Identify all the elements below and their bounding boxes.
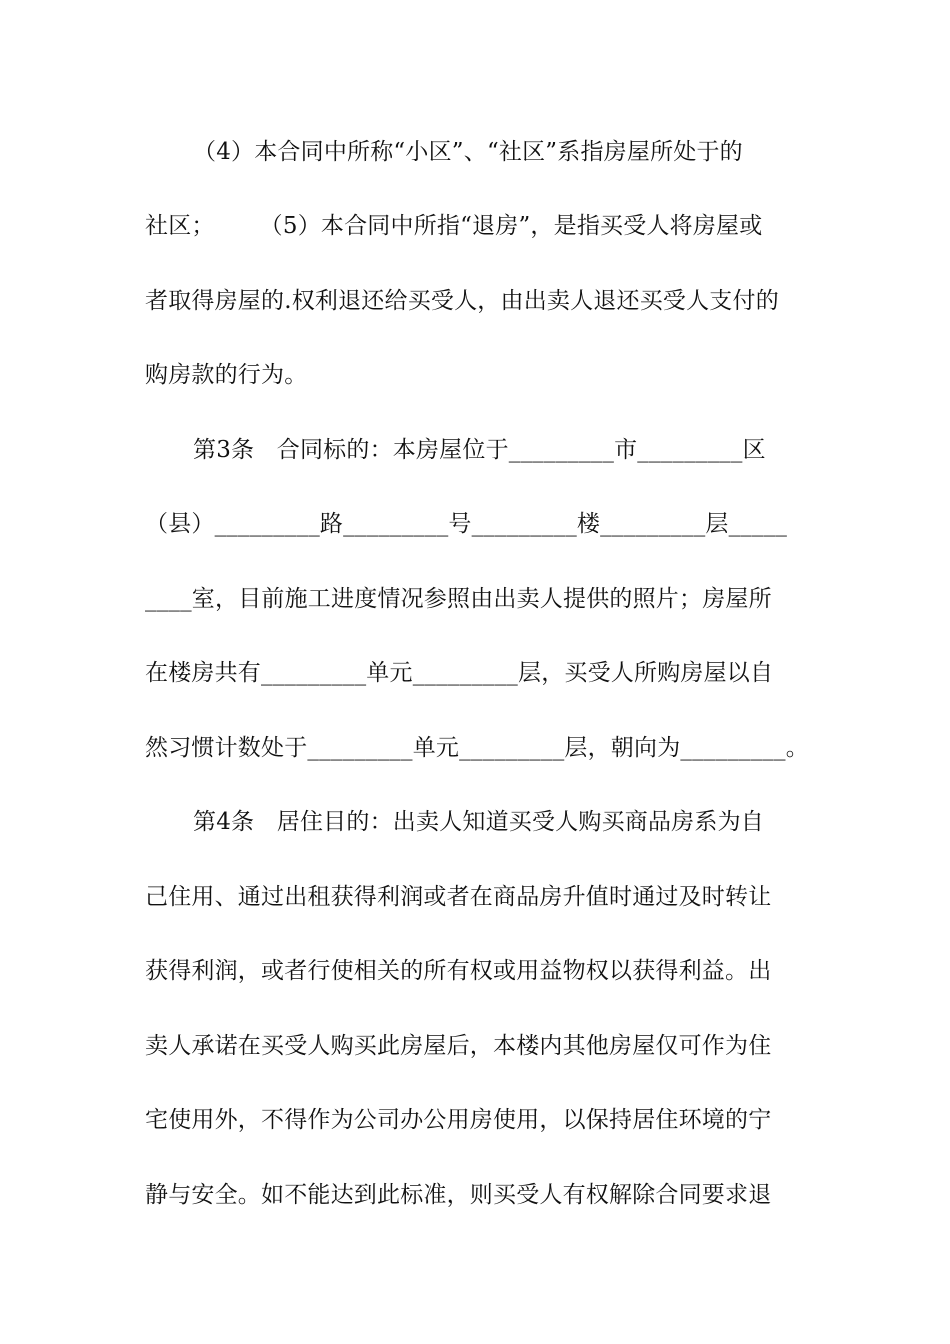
paragraph-line: 然习惯计数处于_________单元_________层，朝向为_________。 (145, 735, 809, 761)
paragraph-line: （4）本合同中所称“小区”、“社区”系指房屋所处于的 (193, 139, 743, 165)
paragraph-line: 卖人承诺在买受人购买此房屋后，本楼内其他房屋仅可作为住 (145, 1033, 772, 1059)
paragraph-line: 社区； （5）本合同中所指“退房”，是指买受人将房屋或 (145, 213, 763, 239)
paragraph-line: 在楼房共有_________单元_________层，买受人所购房屋以自 (145, 660, 774, 686)
paragraph-line: 静与安全。如不能达到此标准，则买受人有权解除合同要求退 (145, 1182, 772, 1208)
paragraph-line: 获得利润，或者行使相关的所有权或用益物权以获得利益。出 (145, 958, 772, 984)
paragraph-line: ____室，目前施工进度情况参照由出卖人提供的照片；房屋所 (145, 586, 772, 612)
paragraph-line: 者取得房屋的.权利退还给买受人，由出卖人退还买受人支付的 (145, 288, 779, 314)
paragraph-line: 第4条 居住目的：出卖人知道买受人购买商品房系为自 (193, 809, 764, 835)
paragraph-line: （县）_________路_________号_________楼_________层_____ (145, 511, 788, 537)
paragraph-line: 第3条 合同标的：本房屋位于_________市_________区 (193, 437, 766, 463)
paragraph-line: 宅使用外，不得作为公司办公用房使用，以保持居住环境的宁 (145, 1107, 772, 1133)
paragraph-line: 购房款的行为。 (145, 362, 308, 388)
paragraph-line: 己住用、通过出租获得利润或者在商品房升值时通过及时转让 (145, 884, 772, 910)
